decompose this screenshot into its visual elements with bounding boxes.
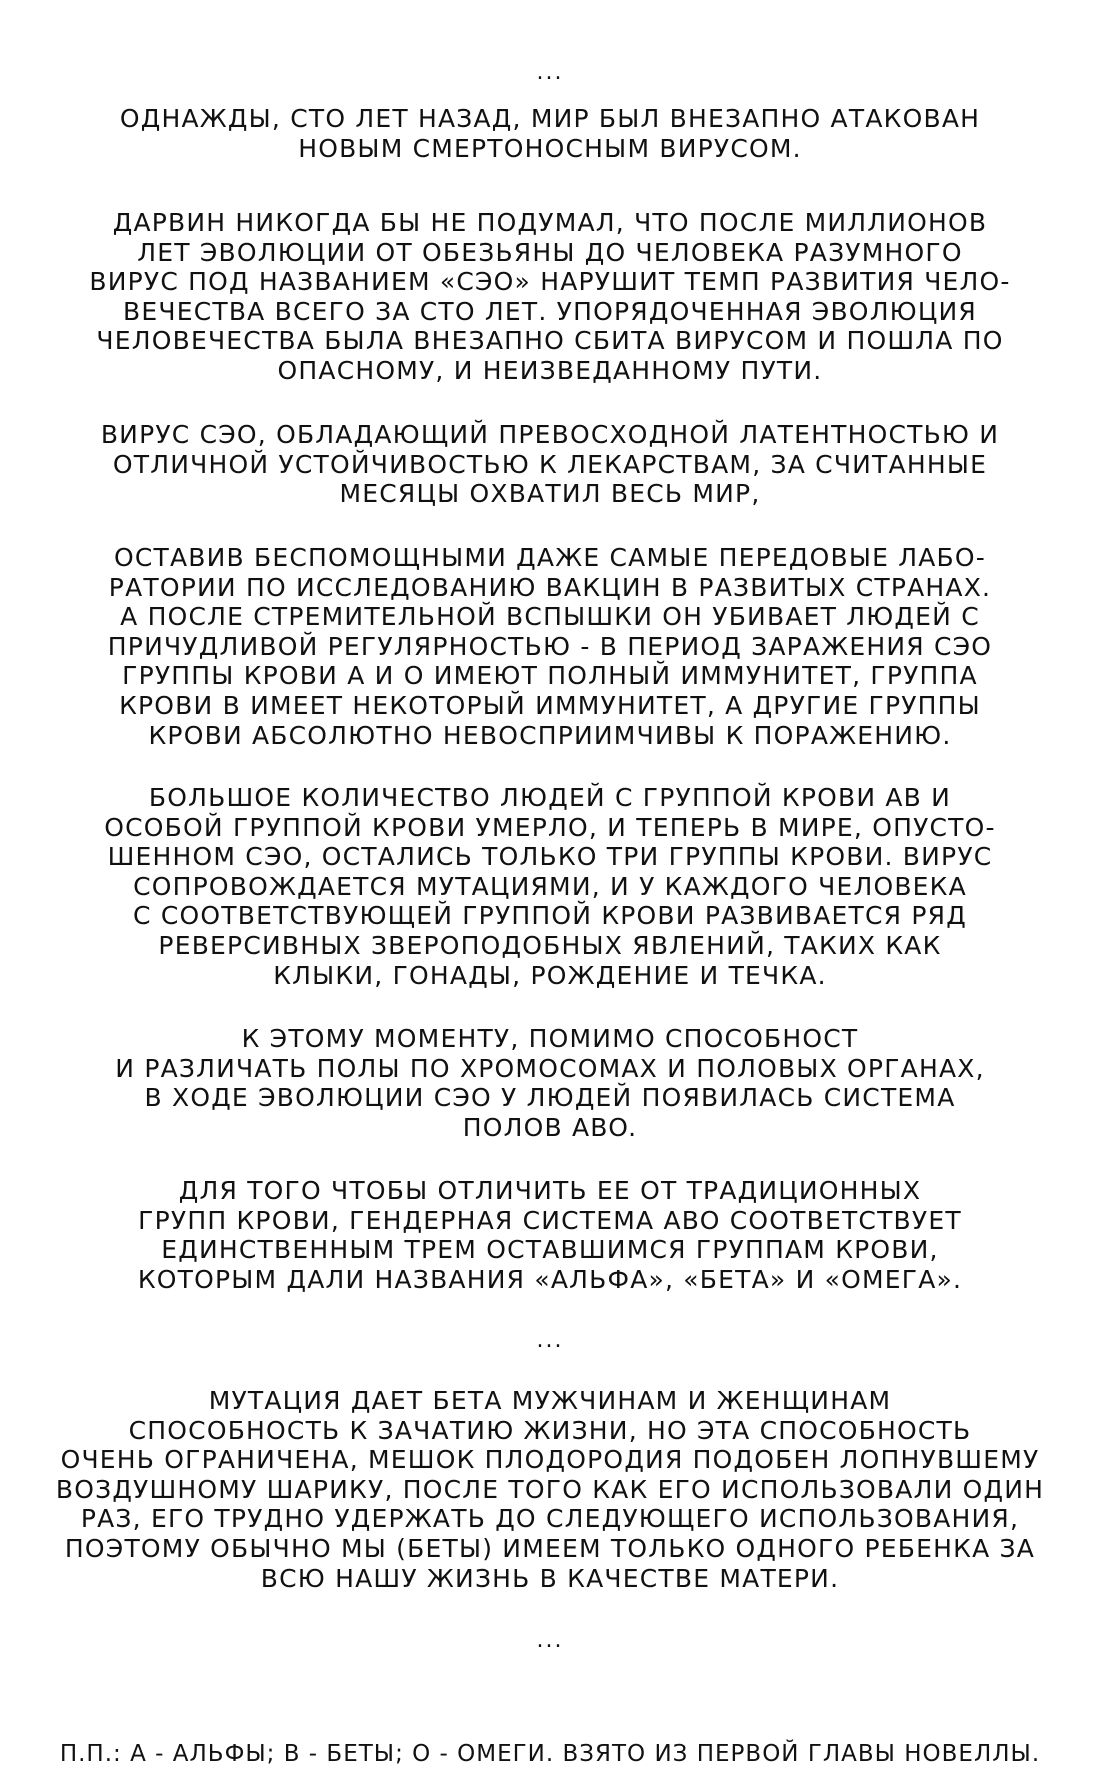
ellipsis-bottom: ... [536,1628,564,1653]
text-line: ВСЮ НАШУ ЖИЗНЬ В КАЧЕСТВЕ МАТЕРИ. [260,1563,840,1593]
paragraph-7 [0,1176,1100,1294]
text-line: ПОЛОВ ABO. [462,1112,638,1142]
text-line: КРОВИ АБСОЛЮТНО НЕВОСПРИИМЧИВЫ К ПОРАЖЕНИЮ. [148,720,952,750]
paragraph-3 [0,420,1100,509]
text-line: ДАРВИН НИКОГДА БЫ НЕ ПОДУМАЛ, ЧТО ПОСЛЕ МИЛЛИОНОВ [112,208,988,237]
paragraph-1 [0,104,1100,163]
text-line: ГРУПП КРОВИ, ГЕНДЕРНАЯ СИСТЕМА ABO СООТВЕТСТВУЕТ [138,1205,962,1235]
text-line: ЧЕЛОВЕЧЕСТВА БЫЛА ВНЕЗАПНО СБИТА ВИРУСОМ И ПОШЛА ПО [96,326,1004,356]
text-line: В ХОДЕ ЭВОЛЮЦИИ СЭО У ЛЮДЕЙ ПОЯВИЛАСЬ СИСТЕМА [144,1083,956,1113]
text-line: ГРУППЫ КРОВИ A И O ИМЕЮТ ПОЛНЫЙ ИММУНИТЕТ, ГРУППА [122,661,978,691]
text-line: С СООТВЕТСТВУЮЩЕЙ ГРУППОЙ КРОВИ РАЗВИВАЕТСЯ РЯД [133,901,967,931]
text-line: РЕВЕРСИВНЫХ ЗВЕРОПОДОБНЫХ ЯВЛЕНИЙ, ТАКИХ КАК [158,930,942,960]
text-line: ОСТАВИВ БЕСПОМОЩНЫМИ ДАЖЕ САМЫЕ ПЕРЕДОВЫЕ ЛАБО- [113,543,986,572]
text-line: СПОСОБНОСТЬ К ЗАЧАТИЮ ЖИЗНИ, НО ЭТА СПОСОБНОСТЬ [128,1415,972,1445]
text-line: ВЕЧЕСТВА ВСЕГО ЗА СТО ЛЕТ. УПОРЯДОЧЕННАЯ ЭВОЛЮЦИЯ [123,296,977,326]
text-line: ОЧЕНЬ ОГРАНИЧЕНА, МЕШОК ПЛОДОРОДИЯ ПОДОБЕН ЛОПНУВШЕМУ [60,1445,1040,1475]
text-line: РАТОРИИ ПО ИССЛЕДОВАНИЮ ВАКЦИН В РАЗВИТЫХ СТРАНАХ. [108,572,992,602]
text-line: КОТОРЫМ ДАЛИ НАЗВАНИЯ «АЛЬФА», «БЕТА» И «ОМЕГА». [137,1264,963,1294]
ellipsis-middle: ... [536,1328,564,1353]
text-line: ПОЭТОМУ ОБЫЧНО МЫ (БЕТЫ) ИМЕЕМ ТОЛЬКО ОДНОГО РЕБЕНКА ЗА [64,1533,1036,1563]
paragraph-2 [0,208,1100,386]
text-line: ОДНАЖДЫ, СТО ЛЕТ НАЗАД, МИР БЫЛ ВНЕЗАПНО АТАКОВАН [119,104,981,133]
paragraph-4 [0,543,1100,750]
text-line: БОЛЬШОЕ КОЛИЧЕСТВО ЛЮДЕЙ С ГРУППОЙ КРОВИ AB И [148,783,952,812]
text-line: ВИРУС СЭО, ОБЛАДАЮЩИЙ ПРЕВОСХОДНОЙ ЛАТЕНТНОСТЬЮ И [100,420,1000,449]
text-line: А ПОСЛЕ СТРЕМИТЕЛЬНОЙ ВСПЫШКИ ОН УБИВАЕТ ЛЮДЕЙ С [120,602,980,632]
text-line: РАЗ, ЕГО ТРУДНО УДЕРЖАТЬ ДО СЛЕДУЮЩЕГО ИСПОЛЬЗОВАНИЯ, [80,1504,1020,1534]
translator-footnote: П.П.: A - АЛЬФЫ; B - БЕТЫ; O - ОМЕГИ. ВЗЯТО ИЗ ПЕРВОЙ ГЛАВЫ НОВЕЛЛЫ. [59,1741,1041,1767]
paragraph-6 [0,1024,1100,1142]
text-line: МЕСЯЦЫ ОХВАТИЛ ВЕСЬ МИР, [339,479,761,509]
paragraph-5 [0,783,1100,990]
text-line: К ЭТОМУ МОМЕНТУ, ПОМИМО СПОСОБНОСТ [241,1024,859,1053]
text-line: ОТЛИЧНОЙ УСТОЙЧИВОСТЬЮ К ЛЕКАРСТВАМ, ЗА СЧИТАННЫЕ [112,449,988,479]
text-line: МУТАЦИЯ ДАЕТ БЕТА МУЖЧИНАМ И ЖЕНЩИНАМ [208,1386,892,1415]
text-line: ПРИЧУДЛИВОЙ РЕГУЛЯРНОСТЬЮ - В ПЕРИОД ЗАРАЖЕНИЯ СЭО [107,631,993,661]
text-line: ОСОБОЙ ГРУППОЙ КРОВИ УМЕРЛО, И ТЕПЕРЬ В МИРЕ, ОПУСТО- [104,812,996,842]
paragraph-mutation [0,1386,1100,1593]
text-line: ОПАСНОМУ, И НЕИЗВЕДАННОМУ ПУТИ. [277,355,823,385]
text-line: ВОЗДУШНОМУ ШАРИКУ, ПОСЛЕ ТОГО КАК ЕГО ИСПОЛЬЗОВАЛИ ОДИН [55,1474,1045,1504]
text-line: ВИРУС ПОД НАЗВАНИЕМ «СЭО» НАРУШИТ ТЕМП РАЗВИТИЯ ЧЕЛО- [89,267,1011,297]
text-line: КЛЫКИ, ГОНАДЫ, РОЖДЕНИЕ И ТЕЧКА. [273,960,827,990]
text-line: ШЕННОМ СЭО, ОСТАЛИСЬ ТОЛЬКО ТРИ ГРУППЫ КРОВИ. ВИРУС [107,842,993,872]
ellipsis-top: ... [536,60,564,85]
text-line: ЛЕТ ЭВОЛЮЦИИ ОТ ОБЕЗЬЯНЫ ДО ЧЕЛОВЕКА РАЗУМНОГО [137,237,963,267]
text-line: КРОВИ B ИМЕЕТ НЕКОТОРЫЙ ИММУНИТЕТ, А ДРУГИЕ ГРУППЫ [119,690,981,720]
text-line: НОВЫМ СМЕРТОНОСНЫМ ВИРУСОМ. [298,133,802,163]
text-line: СОПРОВОЖДАЕТСЯ МУТАЦИЯМИ, И У КАЖДОГО ЧЕЛОВЕКА [133,871,967,901]
text-line: ДЛЯ ТОГО ЧТОБЫ ОТЛИЧИТЬ ЕЕ ОТ ТРАДИЦИОННЫХ [178,1176,922,1205]
text-line: ЕДИНСТВЕННЫМ ТРЕМ ОСТАВШИМСЯ ГРУППАМ КРОВИ, [161,1235,939,1265]
text-line: И РАЗЛИЧАТЬ ПОЛЫ ПО ХРОМОСОМАХ И ПОЛОВЫХ ОРГАНАХ, [115,1053,985,1083]
